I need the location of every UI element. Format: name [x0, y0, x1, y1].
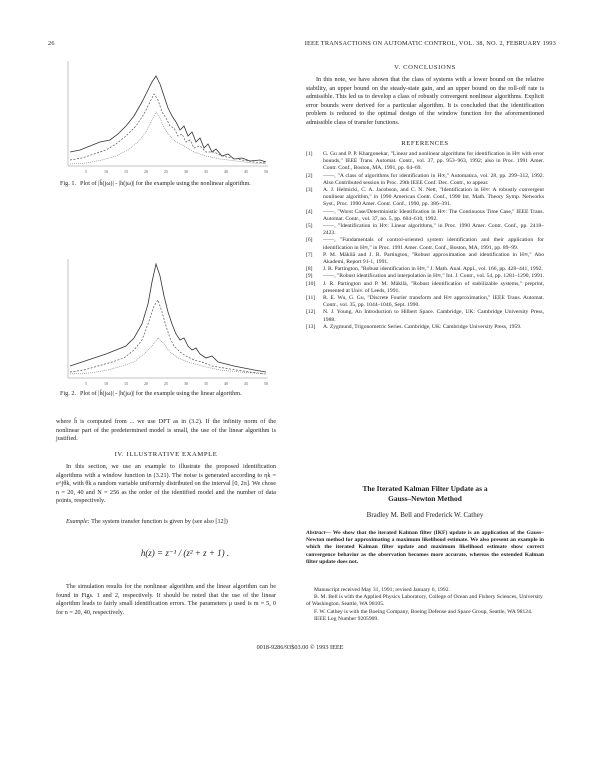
- example-paragraph: [56, 518, 276, 527]
- reference-item: [306, 237, 544, 251]
- reference-text: ——, "Robust identification and interpolation in H∞," Int. J. Contr., vol. 54, pp. 1281–1290, 1991.: [323, 273, 544, 280]
- figure-1-caption-label: Fig. 1.: [60, 180, 76, 187]
- axis-tick-label: 20: [144, 381, 148, 386]
- reference-number: [12]: [306, 309, 316, 316]
- axis-tick-label: 10: [104, 381, 108, 386]
- reference-item: [306, 252, 544, 266]
- article-authors: Bradley M. Bell and Frederick W. Cathey: [366, 511, 484, 519]
- fig1-curve-a: [70, 76, 266, 162]
- axis-tick-label: 25: [164, 169, 168, 174]
- fig1-curve-c: [70, 112, 266, 164]
- figure-2-plot: [56, 254, 276, 394]
- axis-tick-label: 50: [264, 381, 268, 386]
- abstract: [306, 530, 544, 566]
- reference-item: [306, 209, 544, 223]
- axis-tick-label: 45: [244, 381, 248, 386]
- reference-text: J. R. Partington, "Robust identification in H∞," J. Math. Anal. Appl., vol. 166, pp. 428–441, 1992.: [323, 266, 543, 273]
- section-iv-title: IV. ILLUSTRATIVE EXAMPLE: [114, 451, 218, 458]
- footnote-received: Manuscript received May 31, 1991; revised January 6, 1992.: [314, 587, 450, 593]
- reference-text: G. Gu and P. P. Khargonekar, "Linear and nonlinear algorithms for identification in H∞ with error bounds," IEEE Trans. Automat. Contr., vol. 37, pp. 953–963, 1992; also in Proc. 1991 Amer. Contr. Conf., Boston, MA, 1991, pp. 64–69.: [323, 151, 544, 172]
- reference-text: P. M. Mäkilä and J. R. Partington, "Robust approximation and identification in H∞," Abo Akademi, Report 91-1, 1991.: [323, 251, 544, 266]
- article-title: [306, 484, 544, 504]
- reference-text: A. J. Helmicki, C. A. Jacobson, and C. N. Nett, "Identification in H∞: A robustly convergent nonlinear algorithm," in 1990 American Contr. Conf., 1990 Int. Math. Theory Symp. Networks Syst., Proc. 1990 Amer. Contr. Conf., 1990, pp. 386–391.: [323, 187, 544, 208]
- reference-number: [9]: [306, 273, 313, 280]
- article-footnotes: [306, 587, 544, 623]
- reference-text: J. R. Partington and P. M. Mäkilä, "Robust identification of stabilizable systems," preprint, presented at Univ. of Leeds, 1991.: [323, 280, 544, 294]
- figure-1-plot: [56, 56, 276, 182]
- reference-number: [4]: [306, 208, 313, 215]
- axis-tick-label: 5: [85, 381, 87, 386]
- abstract-text: We show that the iterated Kalman filter (IKF) update is an application of the Gauss–Newton method for approximating a maximum likelihood estimate. We also present an example in which the iterated Kalman filter update and maximum likelihood estimate show correct convergence behavior as the observation becomes more accurate, whereas the extended Kalman filter update does not.: [306, 530, 544, 565]
- reference-item: [306, 223, 544, 237]
- reference-number: [10]: [306, 280, 316, 287]
- reference-number: [11]: [306, 295, 316, 302]
- reference-item: [306, 295, 544, 309]
- footnote-author-2: F. W. Cathey is with the Boeing Company, Boeing Defense and Space Group, Seattle, WA 98124.: [314, 608, 533, 615]
- axis-tick-label: 40: [224, 381, 228, 386]
- reference-text: ——, "Identification in H∞: Linear algorithms," in Proc. 1990 Amer. Contr. Conf., pp. 2418–2423.: [323, 223, 544, 237]
- figure-1-caption-text: Plot of |ĥ(jω)| - |h(jω)| for the example using the nonlinear algorithm.: [80, 180, 251, 187]
- figure-2-caption-text: Plot of |ĥ(jω)| - |h(jω)| for the example using the linear algorithm.: [80, 390, 242, 397]
- axis-tick-label: 45: [244, 169, 248, 174]
- axis-tick-label: 20: [144, 169, 148, 174]
- reference-item: [306, 309, 544, 323]
- reference-text: N. J. Young, An Introduction to Hilbert Space. Cambridge, UK: Cambridge University Press, 1988.: [323, 309, 544, 323]
- journal-header: IEEE TRANSACTIONS ON AUTOMATIC CONTROL, VOL. 38, NO. 2, FEBRUARY 1993: [304, 40, 556, 47]
- axis-tick-label: 35: [204, 169, 208, 174]
- axis-tick-label: 5: [85, 169, 87, 174]
- axis-tick-label: 15: [124, 381, 128, 386]
- article-title-line-1: The Iterated Kalman Filter Update as a: [362, 484, 488, 493]
- reference-item: [306, 273, 544, 280]
- example-text: The system transfer function is given by (see also [12]): [91, 518, 228, 525]
- page-number: 26: [48, 40, 55, 47]
- axis-tick-label: 25: [164, 381, 168, 386]
- reference-list: [306, 151, 544, 331]
- conclusions-title: V. CONCLUSIONS: [394, 64, 456, 71]
- reference-number: [1]: [306, 151, 313, 157]
- fig2-curve-a: [70, 264, 266, 372]
- reference-item: [306, 173, 544, 187]
- copyright-footer: 0018-9286/93$03.00 © 1993 IEEE: [256, 644, 344, 651]
- reference-number: [8]: [306, 266, 313, 273]
- figure-2-caption: [60, 390, 276, 399]
- figure-2-caption-label: Fig. 2.: [60, 390, 76, 397]
- axis-tick-label: 15: [124, 169, 128, 174]
- footnote-log-number: IEEE Log Number 9205909.: [314, 615, 379, 622]
- references-title: REFERENCES: [401, 140, 449, 147]
- axis-tick-label: 30: [184, 381, 188, 386]
- reference-item: [306, 151, 544, 173]
- reference-number: [5]: [306, 223, 313, 230]
- reference-number: [2]: [306, 172, 313, 179]
- left-para-1: where ĥ is computed from ... we use DFT as in (3.2). If the infinity norm of the nonlinear part of the predetermined model is small, the use of the linear algorithm is justified.: [56, 418, 276, 443]
- axis-tick-label: 35: [204, 381, 208, 386]
- left-para-3: The simulation results for the nonlinear algorithm and the linear algorithm can be found in Figs. 1 and 2, respectively. It should be noted that the use of the linear algorithm leads to fairly small identification errors. The parameters μ used is m = 5, 0 for n = 20, 40, respectively.: [56, 583, 276, 616]
- example-label: Example:: [66, 518, 90, 525]
- reference-text: ——, "Fundamentals of control-oriented system identification and their application for identification in H∞," in Proc. 1991 Amer. Contr. Conf., Boston, MA, 1991, pp. 89–99.: [323, 237, 544, 251]
- reference-text: ——, "Worst Case/Deterministic Identification in H∞: The Continuous Time Case," IEEE Trans. Automat. Contr., vol. 37, no. 5, pp. 604–610, 1992.: [323, 208, 544, 222]
- reference-number: [13]: [306, 323, 316, 330]
- figure-1-caption: [60, 180, 276, 189]
- article-title-line-2: Gauss–Newton Method: [388, 494, 462, 503]
- reference-number: [6]: [306, 237, 313, 244]
- fig1-curve-b: [70, 94, 266, 163]
- left-para-2: In this section, we use an example to illustrate the proposed identification algorithms with a window function in (3.21). The noise is generated according to ηk = e^jθk, with θk a random variable uniformly distributed on the interval [0, 2π]. We chose n = 20, 40 and N = 256 as the order of the identified model and the number of data points, respectively.: [56, 463, 276, 505]
- reference-text: R. E. Wu, G. Gu, "Discrete Fourier transform and H∞ approximation," IEEE Trans. Automat. Contr., vol. 35, pp. 1044–1046, Sept. 1990.: [323, 295, 544, 309]
- axis-tick-label: 10: [104, 169, 108, 174]
- axis-tick-label: 50: [264, 169, 268, 174]
- reference-text: ——, "A class of algorithms for identification in H∞," Automatica, vol. 28, pp. 299–312, 1992. Also Contributed session in Proc. 29th IEEE Conf. Dec. Contr., to appear.: [323, 172, 544, 186]
- reference-number: [3]: [306, 187, 313, 194]
- reference-item: [306, 324, 544, 331]
- reference-item: [306, 281, 544, 295]
- abstract-label: Abstract—: [306, 530, 331, 536]
- conclusions-text: In this note, we have shown that the class of systems with a lower bound on the relative stability, an upper bound on the steady-state gain, and an upper bound on the roll-off rate is admissible. This led us to develop a class of robustly convergent nonlinear algorithms. Explicit error bounds were derived for a particular algorithm. It is concluded that the identification problem is reduced to the optimal design of the window function for the aforementioned admissible class of transfer functions.: [306, 76, 544, 126]
- reference-item: [306, 187, 544, 209]
- axis-tick-label: 30: [184, 169, 188, 174]
- transfer-function-equation: h(z) = z⁻¹ / (z² + z + 1) .: [140, 548, 230, 558]
- footnote-author-1: B. M. Bell is with the Applied Physics Laboratory, College of Ocean and Fishery Sciences, University of Washington, Seattle, WA 98105.: [306, 594, 543, 608]
- reference-text: A. Zygmund, Trigonometric Series. Cambridge, UK: Cambridge University Press, 1959.: [323, 323, 522, 330]
- reference-number: [7]: [306, 251, 313, 258]
- axis-tick-label: 40: [224, 169, 228, 174]
